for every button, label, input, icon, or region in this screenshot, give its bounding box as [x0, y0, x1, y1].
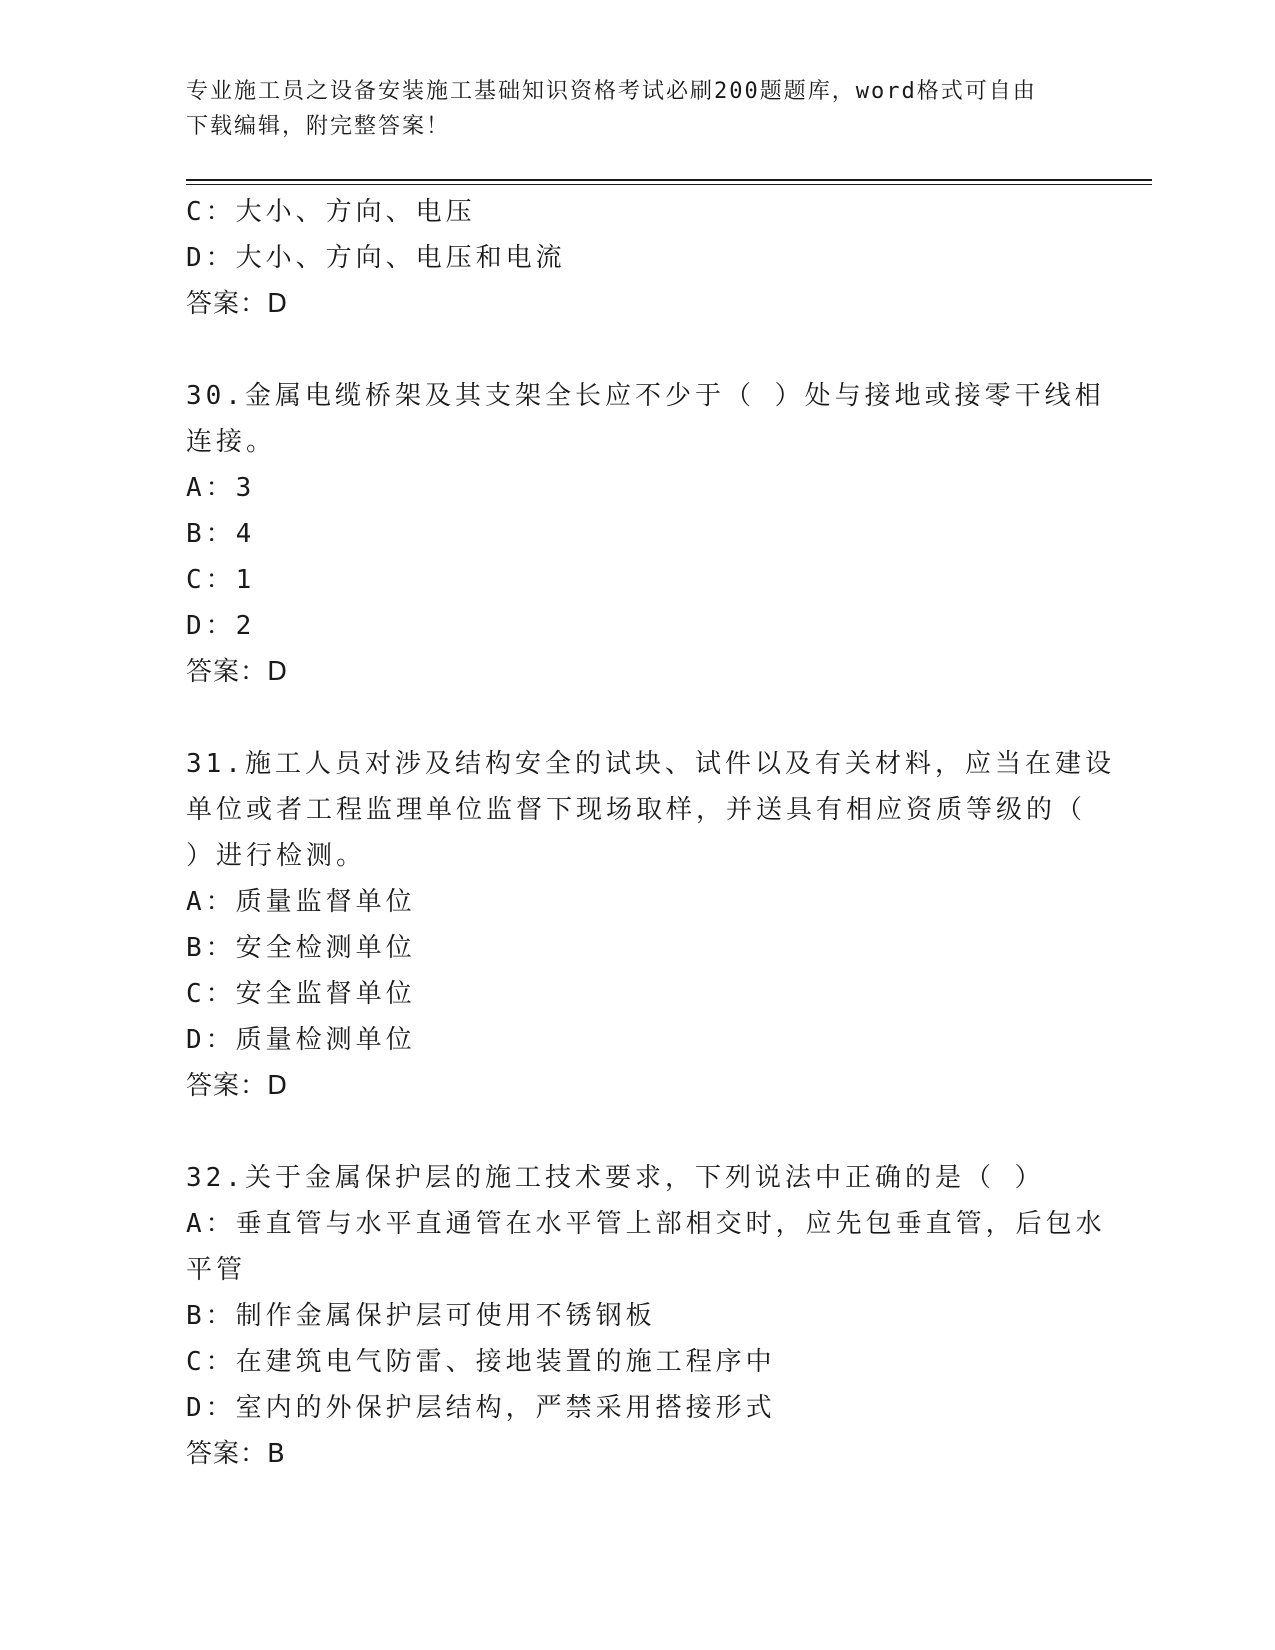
option-c: C：大小、方向、电压	[186, 197, 476, 227]
question-31	[186, 741, 1115, 1109]
option-a: A：3	[186, 473, 256, 503]
question-list	[186, 189, 1115, 1477]
header-line-2: 下载编辑，附完整答案！	[186, 114, 451, 139]
header-divider-thick	[186, 179, 1152, 181]
option-b: B：安全检测单位	[186, 933, 416, 963]
question-32	[186, 1155, 1106, 1477]
answer-line: 答案：D	[186, 1071, 289, 1101]
question-stem: 31.施工人员对涉及结构安全的试块、试件以及有关材料，应当在建设	[186, 749, 1115, 779]
question-stem: 32.关于金属保护层的施工技术要求，下列说法中正确的是（ ）	[186, 1163, 1045, 1193]
option-d: D：大小、方向、电压和电流	[186, 243, 566, 273]
option-a: A：质量监督单位	[186, 887, 416, 917]
option-a-continued: 平管	[186, 1255, 247, 1285]
option-c: C：安全监督单位	[186, 979, 416, 1009]
question-29-tail	[186, 189, 1086, 327]
option-d: D：2	[186, 611, 256, 641]
option-c: C：1	[186, 565, 256, 595]
option-d: D：质量检测单位	[186, 1025, 416, 1055]
option-d: D：室内的外保护层结构，严禁采用搭接形式	[186, 1393, 776, 1423]
option-b: B：4	[186, 519, 256, 549]
option-b: B：制作金属保护层可使用不锈钢板	[186, 1301, 656, 1331]
option-a: A：垂直管与水平直通管在水平管上部相交时，应先包垂直管，后包水	[186, 1209, 1106, 1239]
spacer	[186, 1109, 1086, 1155]
spacer	[186, 327, 1086, 373]
question-stem: 连接。	[186, 427, 277, 457]
answer-line: 答案：B	[186, 1439, 286, 1469]
question-stem: ）进行检测。	[186, 841, 367, 871]
header-divider-thin	[186, 184, 1152, 185]
answer-line: 答案：D	[186, 289, 289, 319]
header-line-1: 专业施工员之设备安装施工基础知识资格考试必刷200题题库，word格式可自由	[186, 79, 1037, 104]
option-c: C：在建筑电气防雷、接地装置的施工程序中	[186, 1347, 776, 1377]
question-stem: 30.金属电缆桥架及其支架全长应不少于（ ）处与接地或接零干线相	[186, 381, 1105, 411]
answer-line: 答案：D	[186, 657, 289, 687]
question-stem: 单位或者工程监理单位监督下现场取样，并送具有相应资质等级的（	[186, 795, 1087, 825]
document-header	[186, 74, 1066, 144]
question-30	[186, 373, 1105, 695]
spacer	[186, 695, 1086, 741]
